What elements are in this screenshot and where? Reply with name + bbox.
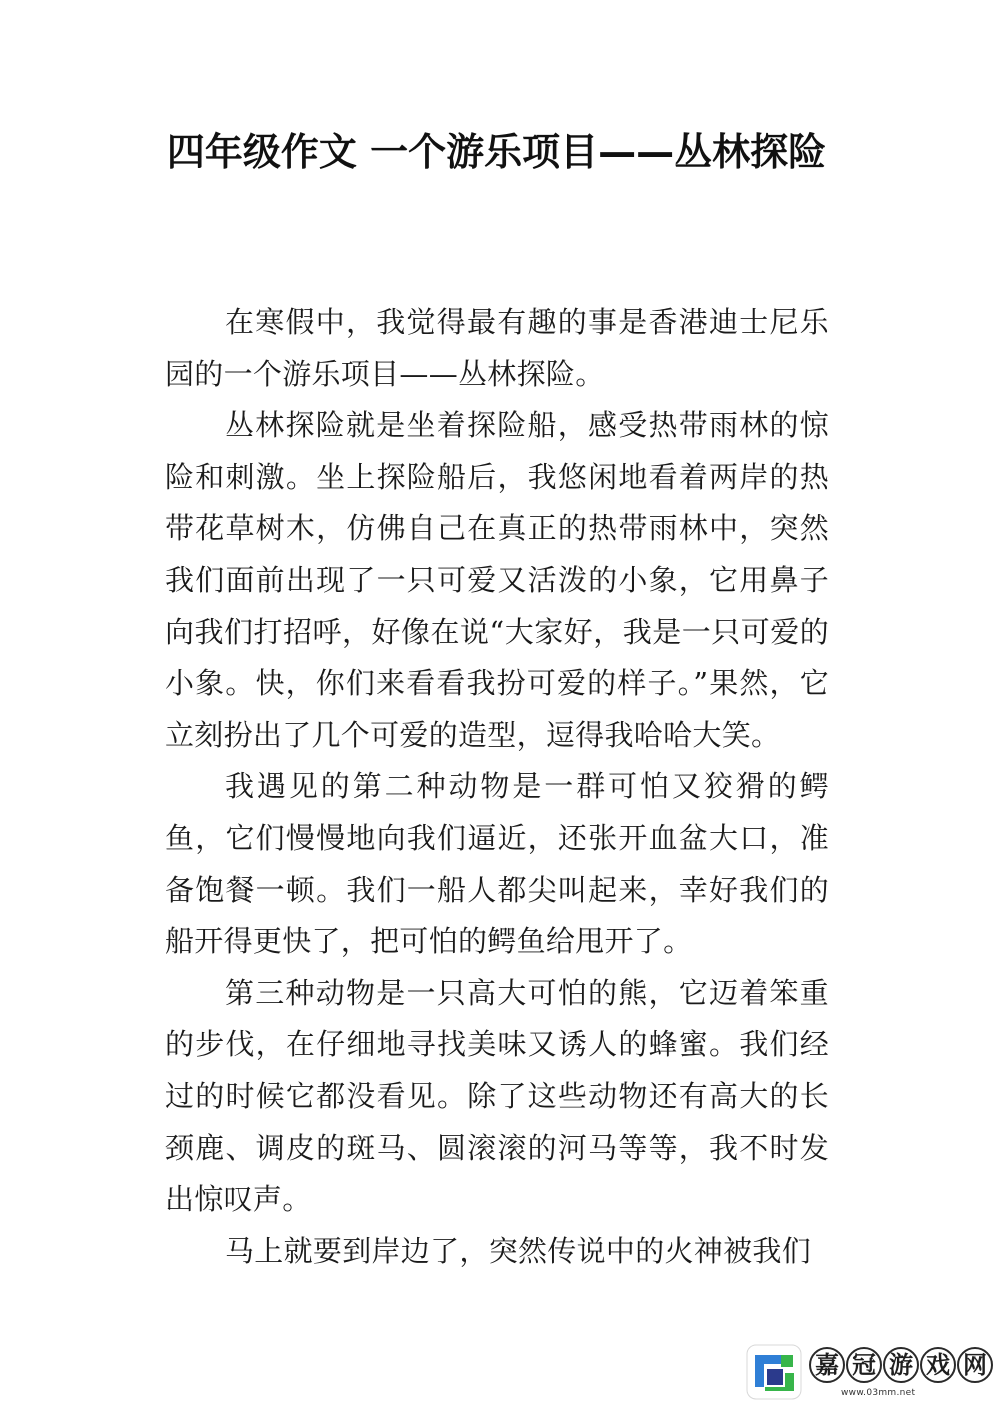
paragraph: 马上就要到岸边了，突然传说中的火神被我们 — [225, 1233, 812, 1268]
site-watermark — [745, 1343, 985, 1399]
paragraph: 我遇见的第二种动物是一群可怕又狡猾的鳄鱼，它们慢慢地向我们逼近，还张开血盆大口，准备饱餐一顿。我们一船人都尖叫起来，幸好我们的船开得更快了，把可怕的鳄鱼给甩开了。 — [165, 769, 829, 959]
document-body — [165, 297, 829, 1277]
watermark-logo-icon — [745, 1343, 803, 1401]
paragraph: 丛林探险就是坐着探险船，感受热带雨林的惊险和刺激。坐上探险船后，我悠闲地看着两岸的热带花草树木，仿佛自己在真正的热带雨林中，突然我们面前出现了一只可爱又活泼的小象，它用鼻子向我们打招呼，好像在说“大家好，我是一只可爱的小象。快，你们来看看我扮可爱的样子。”果然，它立刻扮出了几个可爱的造型，逗得我哈哈大笑。 — [165, 408, 829, 752]
paragraph: 第三种动物是一只高大可怕的熊，它迈着笨重的步伐，在仔细地寻找美味又诱人的蜂蜜。我们经过的时候它都没看见。除了这些动物还有高大的长颈鹿、调皮的斑马、圆滚滚的河马等等，我不时发出惊叹声。 — [165, 975, 829, 1217]
watermark-char: 冠 — [846, 1347, 882, 1383]
watermark-char: 游 — [883, 1347, 919, 1383]
document-title: 四年级作文 一个游乐项目——丛林探险 — [166, 130, 827, 174]
watermark-char: 网 — [957, 1347, 993, 1383]
watermark-url: www.03mm.net — [841, 1388, 916, 1398]
paragraph: 在寒假中，我觉得最有趣的事是香港迪士尼乐园的一个游乐项目——丛林探险。 — [165, 305, 829, 391]
watermark-name — [809, 1347, 993, 1387]
watermark-char: 戏 — [920, 1347, 956, 1383]
watermark-char: 嘉 — [809, 1347, 845, 1383]
